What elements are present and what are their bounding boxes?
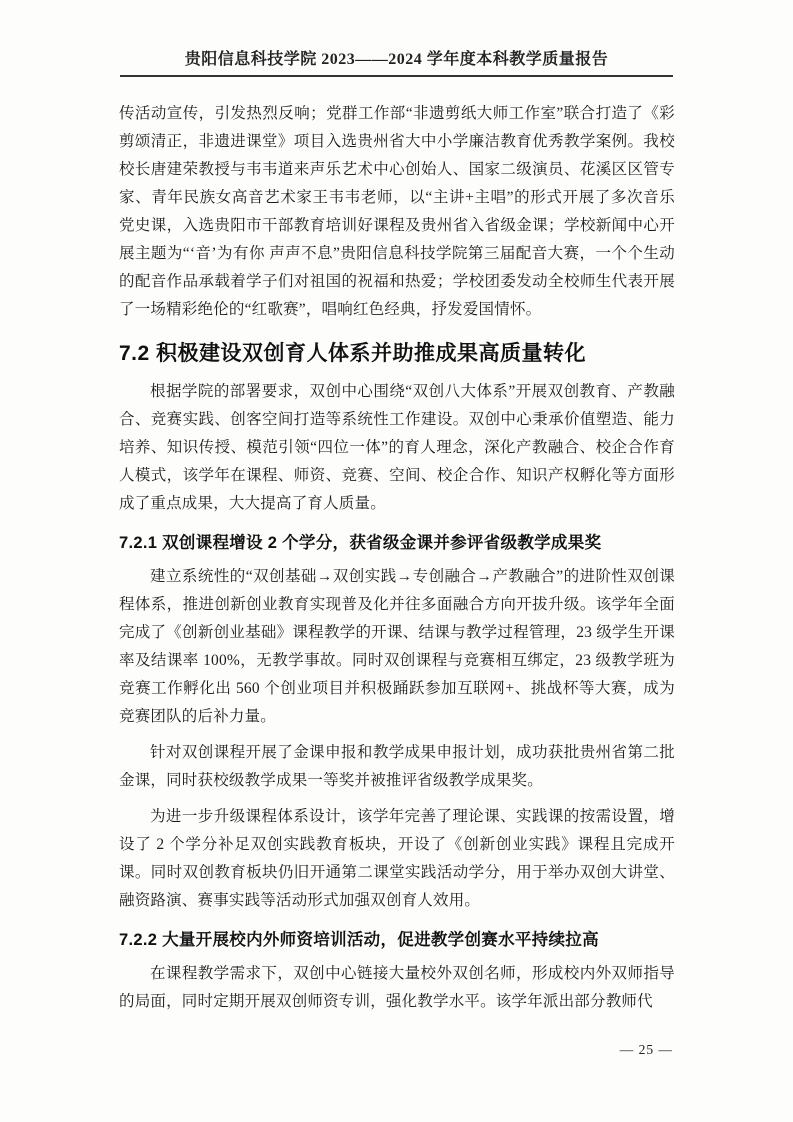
paragraph-section-7-2-lead: 根据学院的部署要求，双创中心围绕“双创八大体系”开展双创教育、产教融合、竞赛实践、创客空间打造等系统性工作建设。双创中心秉承价值塑造、能力培养、知识传授、模范引领“四位一体”的育人理念，深化产教融合、校企合作育人模式，该学年在课程、师资、竞赛、空间、校企合作、知识产权孵化等方面形成了重点成果，大大提高了育人质量。 [119,383,675,512]
section-heading-7-2-1: 7.2.1 双创课程增设 2 个学分，获省级金课并参评省级教学成果奖 [119,534,602,552]
page-footer [620,1042,673,1058]
running-header-title: 贵阳信息科技学院 2023——2024 学年度本科教学质量报告 [184,51,609,68]
section-heading-7-2-2: 7.2.2 大量开展校内外师资培训活动，促进教学创赛水平持续拉高 [119,931,599,949]
page-number: — 25 — [619,1042,673,1057]
paragraph-7-2-1-course-system: 建立系统性的“双创基础→双创实践→专创融合→产教融合”的进阶性双创课程体系，推进创新创业教育实现普及化并往多面融合方向开拔升级。该学年全面完成了《创新创业基础》课程教学的开课、结课与教学过程管理，23 级学生开课率及结课率 100%，无教学事故。同时双创课程与竞赛相互绑定，23 级教学班为竞赛工作孵化出 560 个创业项目并积极踊跃参加互联网+、挑战杯等大赛，成为竞赛团队的后补力量。 [119,568,675,725]
section-heading-7-2: 7.2 积极建设双创育人体系并助推成果高质量转化 [119,342,587,365]
page-body [119,100,675,1016]
paragraph-7-2-1-credit-upgrade: 为进一步升级课程体系设计，该学年完善了理论课、实践课的按需设置，增设了 2 个学分补足双创实践教育板块，开设了《创新创业实践》课程且完成开课。同时双创教育板块仍旧开通第二课堂实践活动学分，用于举办双创大讲堂、融资路演、赛事实践等活动形式加强双创育人效用。 [119,808,675,909]
running-header [120,46,673,77]
paragraph-intro-continuation: 传活动宣传，引发热烈反响；党群工作部“非遗剪纸大师工作室”联合打造了《彩剪颂清正，非遗进课堂》项目入选贵州省大中小学廉洁教育优秀教学案例。我校校长唐建荣教授与韦韦道来声乐艺术中心创始人、国家二级演员、花溪区区管专家、青年民族女高音艺术家王韦韦老师，以“主讲+主唱”的形式开展了多次音乐党史课，入选贵阳市干部教育培训好课程及贵州省入省级金课；学校新闻中心开展主题为“‘音’为有你 声声不息”贵阳信息科技学院第三届配音大赛，一个个生动的配音作品承载着学子们对祖国的祝福和热爱；学校团委发动全校师生代表开展了一场精彩绝伦的“红歌赛”，唱响红色经典，抒发爱国情怀。 [119,105,675,318]
paragraph-7-2-1-golden-course: 针对双创课程开展了金课申报和教学成果申报计划，成功获批贵州省第二批金课，同时获校级教学成果一等奖并被推评省级教学成果奖。 [119,744,675,789]
paragraph-7-2-2-teacher-training: 在课程教学需求下，双创中心链接大量校外双创名师，形成校内外双师指导的局面，同时定期开展双创师资专训，强化教学水平。该学年派出部分教师代 [119,965,675,1010]
